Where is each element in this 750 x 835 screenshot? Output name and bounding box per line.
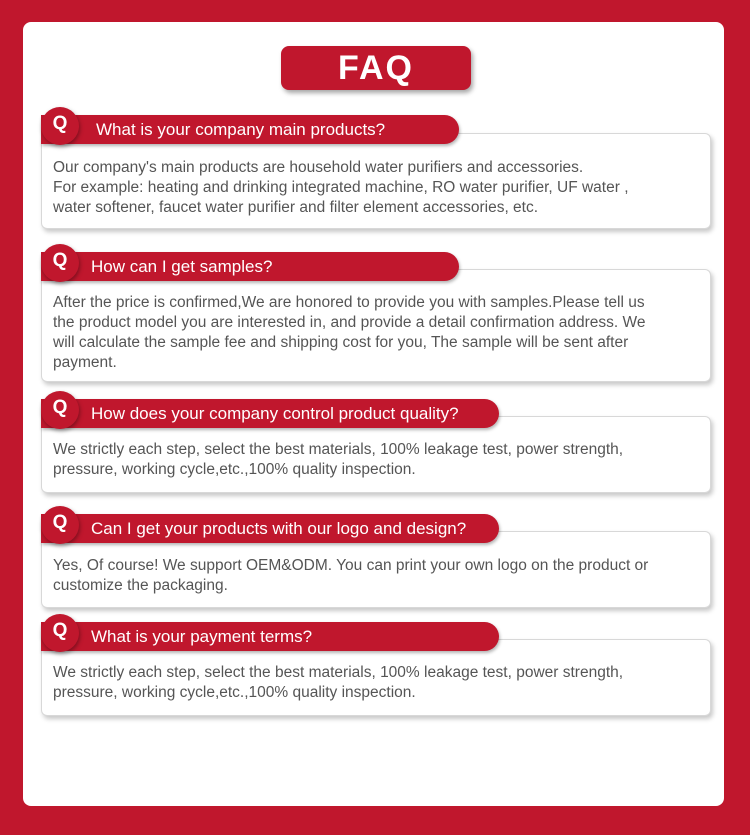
answer-text: Our company's main products are household water purifiers and accessories. For example: heating and drinking integrated machine, RO water purifier, UF water , water softener, faucet water purifier and filter element accessories, etc. xyxy=(53,159,629,216)
question-text: How can I get samples? xyxy=(91,256,273,276)
question-bar xyxy=(41,622,499,651)
answer-box xyxy=(41,133,711,229)
q-badge: Q xyxy=(41,614,79,652)
question-bar xyxy=(41,115,459,144)
question-bar xyxy=(41,514,499,543)
q-badge: Q xyxy=(41,391,79,429)
answer-text: We strictly each step, select the best materials, 100% leakage test, power strength, pressure, working cycle,etc.,100% quality inspection. xyxy=(53,664,624,701)
question-text: Can I get your products with our logo and design? xyxy=(91,518,467,538)
answer-text: After the price is confirmed,We are honored to provide you with samples.Please tell us the product model you are interested in, and provide a detail confirmation address. We will calculate the sample fee and shipping cost for you, The sample will be sent after payment. xyxy=(53,294,646,371)
answer-text: Yes, Of course! We support OEM&ODM. You can print your own logo on the product or customize the packaging. xyxy=(53,557,649,594)
question-bar xyxy=(41,399,499,428)
answer-text: We strictly each step, select the best materials, 100% leakage test, power strength, pressure, working cycle,etc.,100% quality inspection. xyxy=(53,441,624,478)
question-text: What is your company main products? xyxy=(96,119,386,139)
question-text: What is your payment terms? xyxy=(91,626,313,646)
question-bar xyxy=(41,252,459,281)
faq-title: FAQ xyxy=(281,46,471,90)
q-badge: Q xyxy=(41,506,79,544)
q-badge: Q xyxy=(41,244,79,282)
answer-box xyxy=(41,269,711,382)
question-text: How does your company control product quality? xyxy=(91,403,459,423)
faq-card xyxy=(23,22,724,806)
q-badge: Q xyxy=(41,107,79,145)
